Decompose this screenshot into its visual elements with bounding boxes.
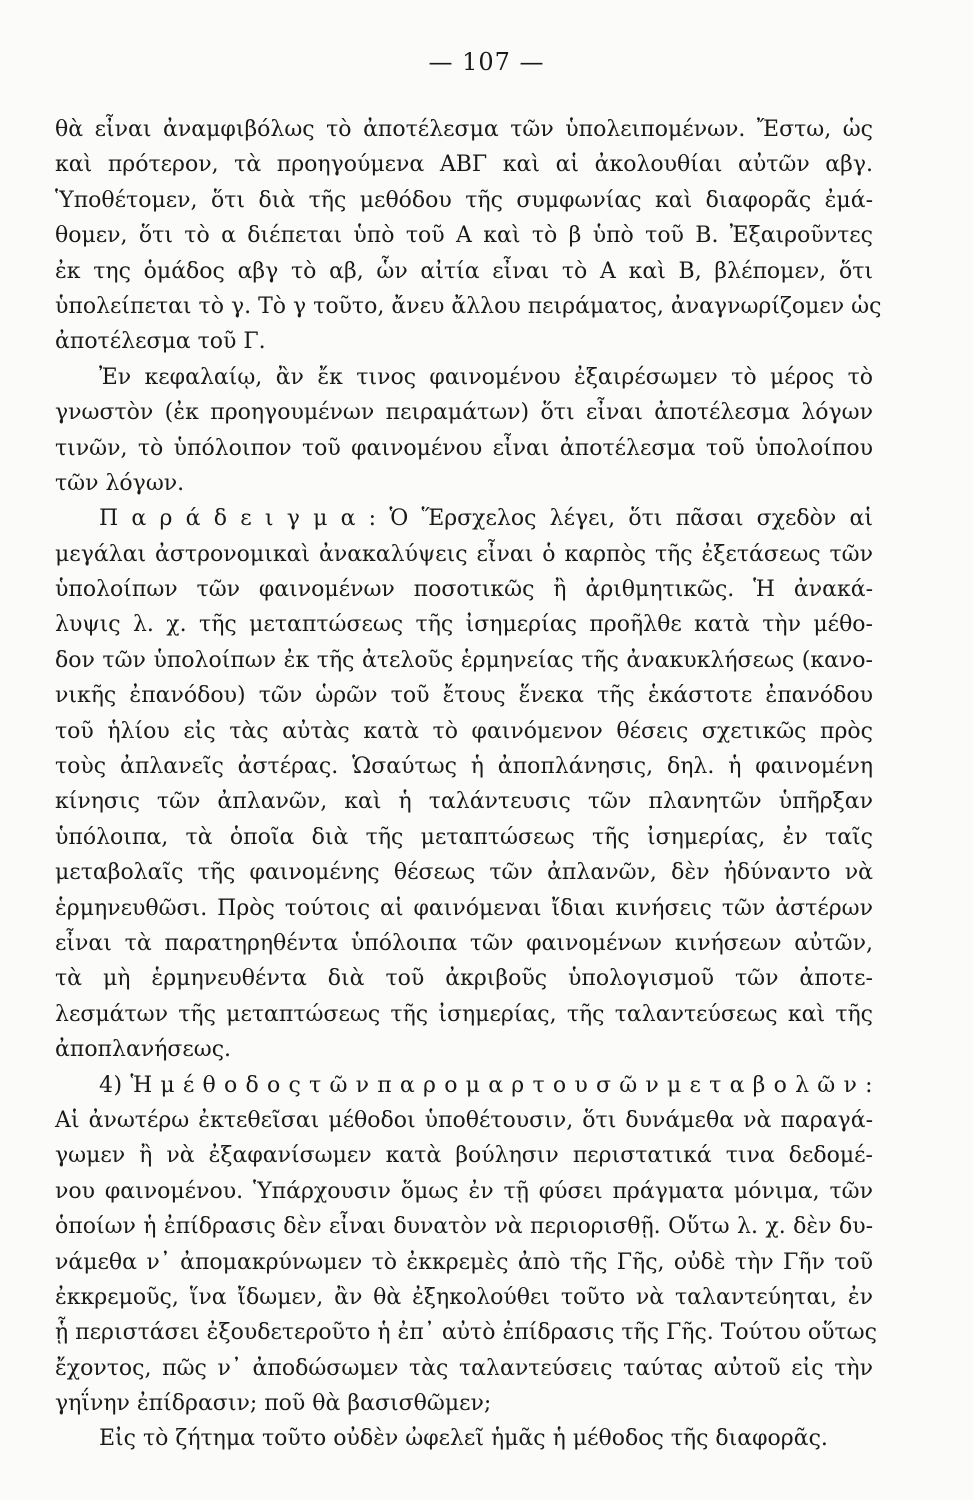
text-line: κίνησις τῶν ἀπλανῶν, καὶ ἡ ταλάντευσις τῶν πλανητῶν ὑπῆρξαν: [55, 789, 873, 815]
text-line: Ἐν κεφαλαίῳ, ἂν ἔκ τινος φαινομένου ἐξαιρέσωμεν τὸ μέρος τὸ: [99, 364, 873, 390]
body-text: [55, 112, 882, 1457]
text-line: ὑπολοίπων τῶν φαινομένων ποσοτικῶς ἢ ἀριθμητικῶς. Ἡ ἀνακά-: [55, 577, 873, 603]
text-line: νάμεθα ν᾽ ἀπομακρύνωμεν τὸ ἐκκρεμὲς ἀπὸ τῆς Γῆς, οὐδὲ τὴν Γῆν τοῦ: [55, 1249, 873, 1275]
text-line: ἀποπλανήσεως.: [55, 1037, 232, 1063]
text-line: ὑπολείπεται τὸ γ. Τὸ γ τοῦτο, ἄνευ ἄλλου πειράματος, ἀναγνωρίζομεν ὡς: [55, 293, 882, 319]
text-line: μεγάλαι ἀστρονομικαὶ ἀνακαλύψεις εἶναι ὁ καρπὸς τῆς ἐξετάσεως τῶν: [55, 541, 873, 567]
text-line: τῶν λόγων.: [55, 470, 185, 496]
text-line: δον τῶν ὑπολοίπων ἐκ τῆς ἀτελοῦς ἑρμηνείας τῆς ἀνακυκλήσεως (κανο-: [55, 647, 873, 673]
text-line: λεσμάτων τῆς μεταπτώσεως τῆς ἰσημερίας, τῆς ταλαντεύσεως καὶ τῆς: [55, 1001, 873, 1027]
text-line: ὑπόλοιπα, τὰ ὁποῖα διὰ τῆς μεταπτώσεως τῆς ἰσημερίας, ἐν ταῖς: [55, 824, 873, 850]
text-line: Εἰς τὸ ζήτημα τοῦτο οὐδὲν ὠφελεῖ ἡμᾶς ἡ μέθοδος τῆς διαφορᾶς.: [99, 1426, 828, 1452]
page-number: — 107 —: [428, 48, 545, 76]
text-line: γωμεν ἢ νὰ ἐξαφανίσωμεν κατὰ βούλησιν περιστατικά τινα δεδομέ-: [55, 1143, 873, 1169]
text-line: τοὺς ἀπλανεῖς ἀστέρας. Ὡσαύτως ἡ ἀποπλάνησις, δηλ. ἡ φαινομένη: [55, 754, 873, 780]
text-line: γνωστὸν (ἐκ προηγουμένων πειραμάτων) ὅτι εἶναι ἀποτέλεσμα λόγων: [55, 400, 873, 426]
text-line: θὰ εἶναι ἀναμφιβόλως τὸ ἀποτέλεσμα τῶν ὑπολειπομένων. Ἔστω, ὡς: [55, 117, 873, 142]
text-line: εἶναι τὰ παρατηρηθέντα ὑπόλοιπα τῶν φαινομένων κινήσεων αὐτῶν,: [55, 930, 873, 956]
text-line: Π α ρ ά δ ε ι γ μ α : Ὁ Ἕρσχελος λέγει, ὅτι πᾶσαι σχεδὸν αἱ: [99, 506, 873, 532]
text-line: γηΐνην ἐπίδρασιν; ποῦ θὰ βασισθῶμεν;: [55, 1391, 492, 1417]
text-line: Αἱ ἀνωτέρω ἐκτεθεῖσαι μέθοδοι ὑποθέτουσιν, ὅτι δυνάμεθα νὰ παραγά-: [55, 1107, 873, 1133]
text-line: λυψις λ. χ. τῆς μεταπτώσεως τῆς ἰσημερίας προῆλθε κατὰ τὴν μέθο-: [55, 612, 873, 638]
text-line: ᾗ περιστάσει ἐξουδετεροῦτο ἡ ἐπ᾽ αὐτὸ ἐπίδρασις τῆς Γῆς. Τούτου οὕτως: [55, 1320, 877, 1346]
text-line: ὁποίων ἡ ἐπίδρασις δὲν εἶναι δυνατὸν νὰ περιορισθῇ. Οὕτω λ. χ. δὲν δυ-: [55, 1214, 873, 1240]
text-line: θομεν, ὅτι τὸ α διέπεται ὑπὸ τοῦ Α καὶ τὸ β ὑπὸ τοῦ Β. Ἐξαιροῦντες: [55, 223, 873, 249]
text-line: ἐκκρεμοῦς, ἵνα ἴδωμεν, ἂν θὰ ἐξηκολούθει τοῦτο νὰ ταλαντεύηται, ἐν: [55, 1284, 873, 1310]
text-line: καὶ πρότερον, τὰ προηγούμενα ΑΒΓ καὶ αἱ ἀκολουθίαι αὐτῶν αβγ.: [55, 152, 873, 178]
text-line: ἔχοντος, πῶς ν᾽ ἀποδώσωμεν τὰς ταλαντεύσεις ταύτας αὐτοῦ εἰς τὴν: [55, 1355, 873, 1381]
section-heading: 4) Ἡ μ έ θ ο δ ο ς τ ῶ ν π α ρ ο μ α ρ τ ο υ σ ῶ ν μ ε τ α β ο λ ῶ ν :: [99, 1072, 873, 1098]
text-line: μεταβολαῖς τῆς φαινομένης θέσεως τῶν ἀπλανῶν, δὲν ἠδύναντο νὰ: [55, 860, 873, 886]
text-line: τοῦ ἡλίου εἰς τὰς αὐτὰς κατὰ τὸ φαινόμενον θέσεις σχετικῶς πρὸς: [55, 718, 873, 744]
text-line: Ὑποθέτομεν, ὅτι διὰ τῆς μεθόδου τῆς συμφωνίας καὶ διαφορᾶς ἐμά-: [55, 187, 873, 213]
text-line: τὰ μὴ ἑρμηνευθέντα διὰ τοῦ ἀκριβοῦς ὑπολογισμοῦ τῶν ἀποτε-: [55, 966, 873, 992]
text-line: ἐκ της ὁμάδος αβγ τὸ αβ, ὧν αἰτία εἶναι τὸ Α καὶ Β, βλέπομεν, ὅτι: [55, 258, 873, 284]
text-line: ἑρμηνευθῶσι. Πρὸς τούτοις αἱ φαινόμεναι ἴδιαι κινήσεις τῶν ἀστέρων: [55, 895, 873, 921]
text-line: νου φαινομένου. Ὑπάρχουσιν ὅμως ἐν τῇ φύσει πράγματα μόνιμα, τῶν: [55, 1178, 873, 1204]
text-line: νικῆς ἐπανόδου) τῶν ὡρῶν τοῦ ἔτους ἕνεκα τῆς ἑκάστοτε ἐπανόδου: [55, 683, 873, 709]
text-line: τινῶν, τὸ ὑπόλοιπον τοῦ φαινομένου εἶναι ἀποτέλεσμα τοῦ ὑπολοίπου: [55, 435, 873, 461]
text-line: ἀποτέλεσμα τοῦ Γ.: [55, 329, 266, 355]
